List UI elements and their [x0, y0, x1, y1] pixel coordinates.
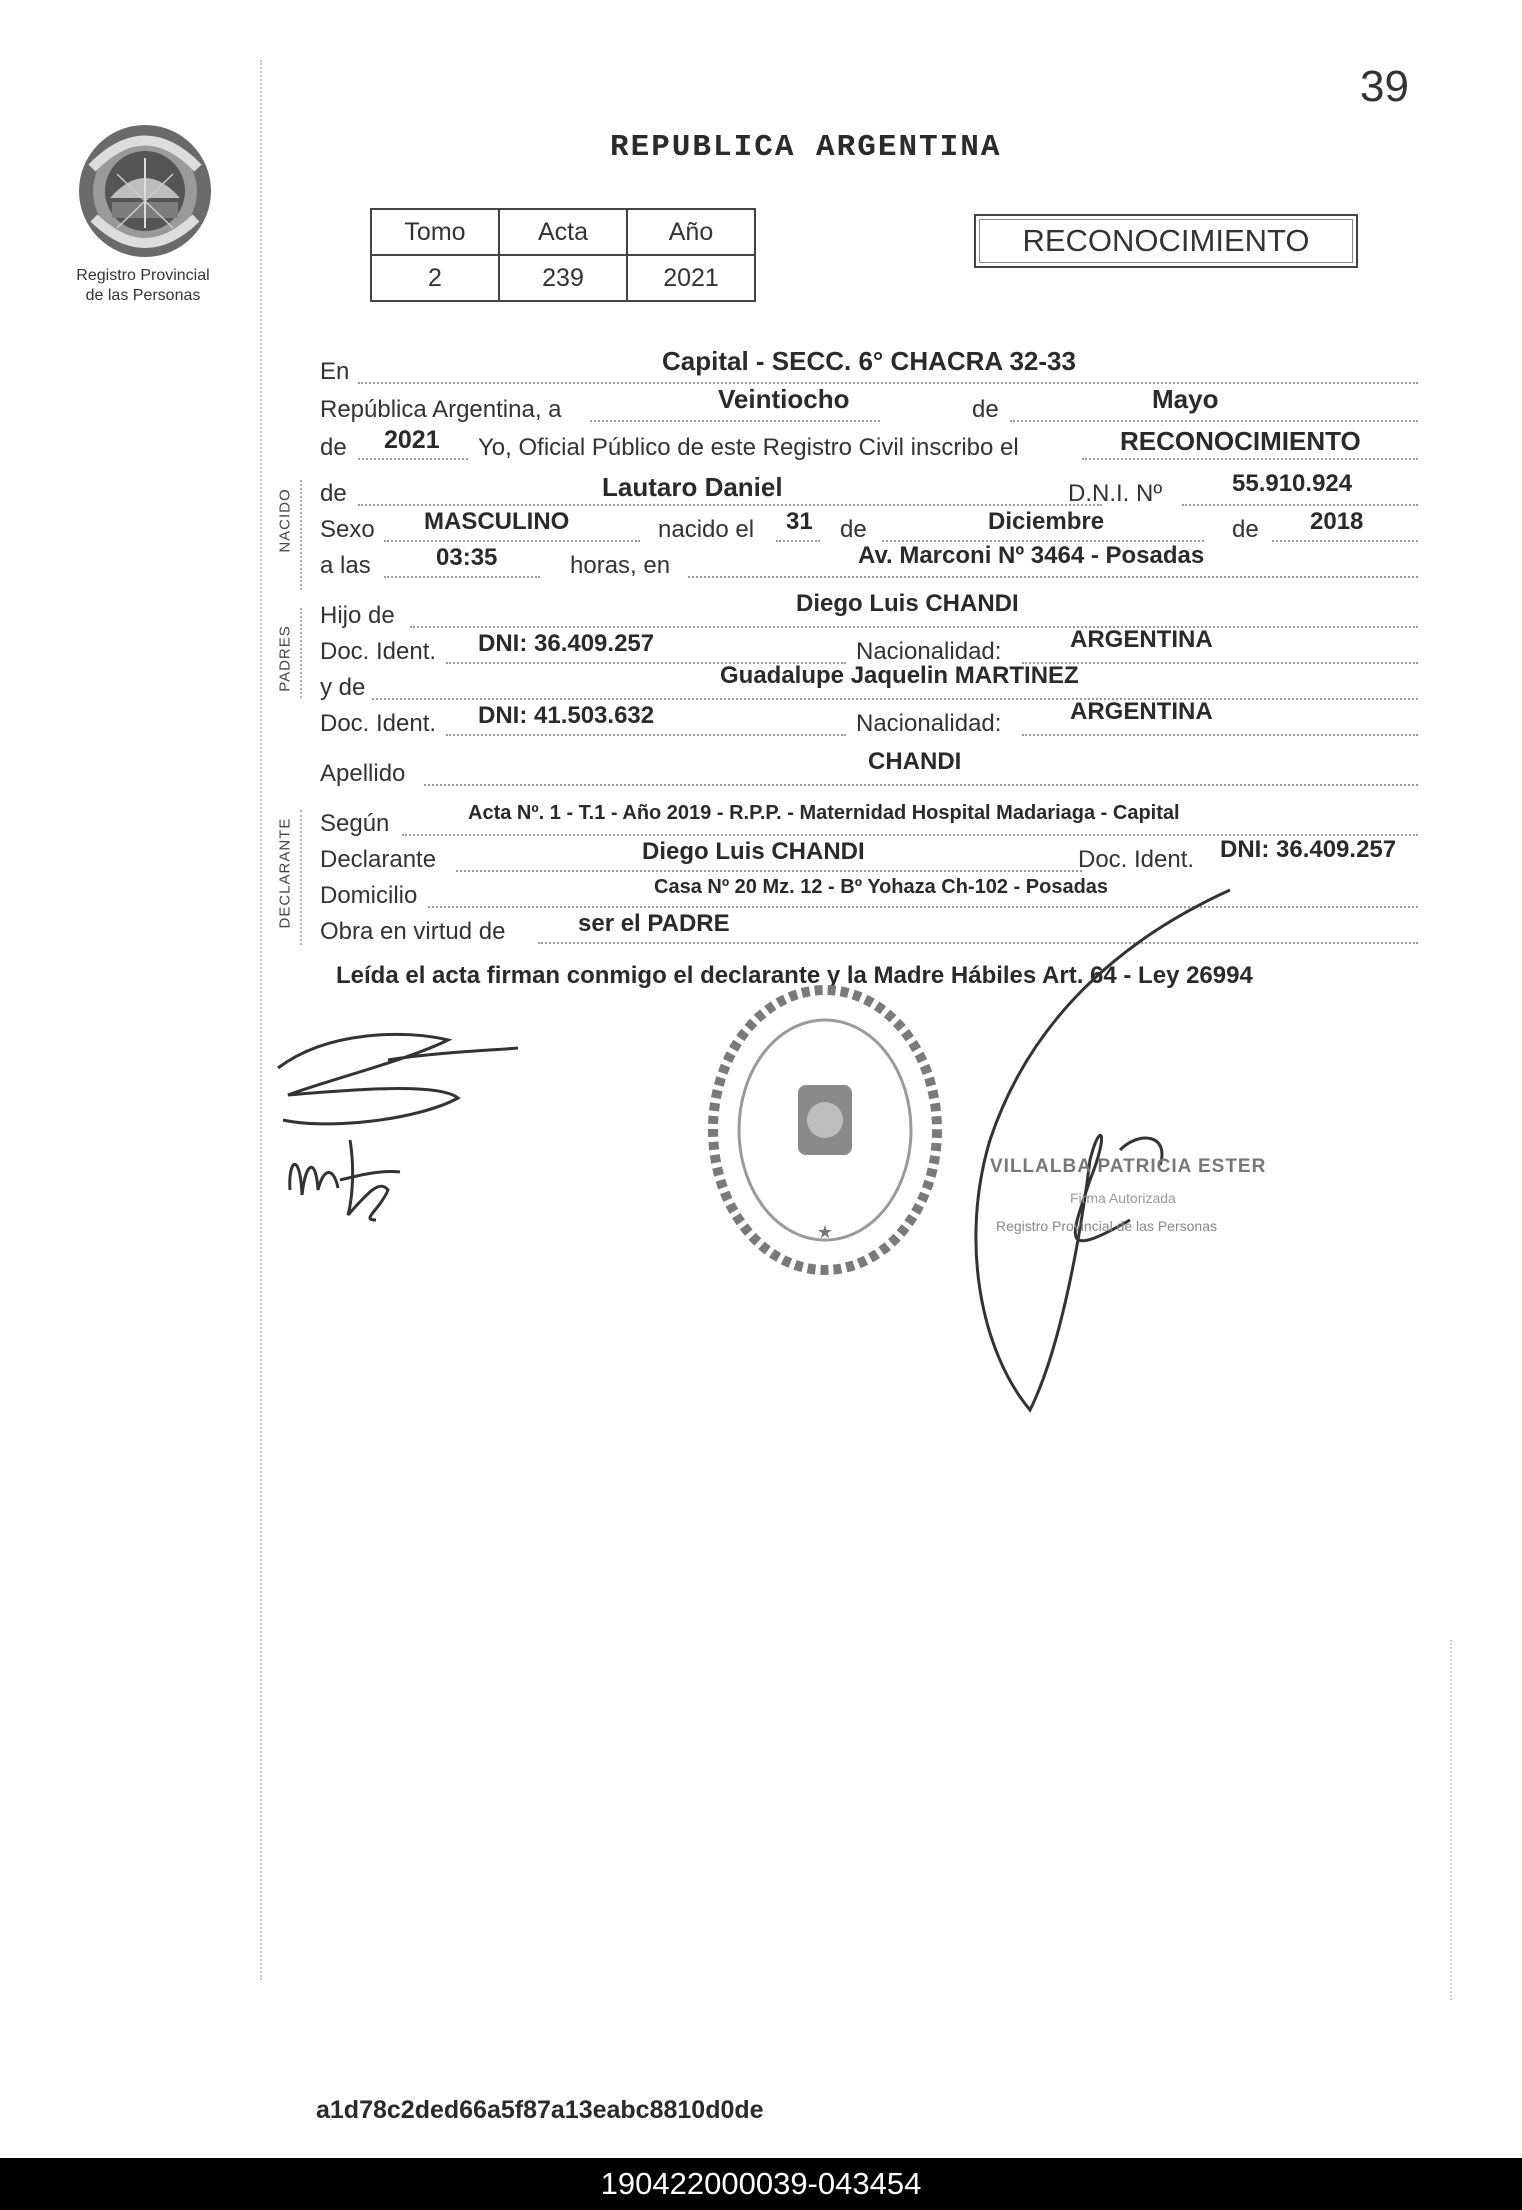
official-signature-icon	[880, 880, 1240, 1420]
label-de-anio: de	[320, 434, 347, 461]
header-anio: Año	[627, 209, 755, 255]
row-declarante	[320, 836, 1420, 880]
value-anio-acta: 2021	[384, 426, 440, 454]
value-padre: Diego Luis CHANDI	[796, 590, 1019, 617]
reference-table	[370, 208, 756, 302]
value-domicilio: Casa Nº 20 Mz. 12 - Bº Yohaza Ch-102 - Posadas	[654, 876, 1109, 898]
document-hash: a1d78c2ded66a5f87a13eabc8810d0de	[316, 2096, 764, 2124]
value-sexo: MASCULINO	[424, 508, 570, 535]
value-declarante: Diego Luis CHANDI	[642, 838, 865, 865]
value-doc-padre: DNI: 36.409.257	[478, 630, 655, 657]
reference-value-row	[371, 255, 755, 301]
value-anio: 2021	[627, 255, 755, 301]
margin-dotted-line	[260, 60, 262, 1980]
value-acta: 239	[499, 255, 627, 301]
label-nacido-el: nacido el	[658, 516, 755, 543]
label-en: En	[320, 358, 350, 385]
section-label-declarante: DECLARANTE	[276, 817, 294, 929]
document-type-box: RECONOCIMIENTO	[974, 214, 1358, 268]
svg-text:★: ★	[816, 1222, 834, 1243]
row-hora	[320, 542, 1420, 586]
label-de-anio-nac: de	[1232, 516, 1259, 543]
value-doc-madre: DNI: 41.503.632	[478, 702, 655, 729]
label-apellido: Apellido	[320, 760, 406, 787]
closing-text: Leída el acta firman conmigo el declarante y la Madre Hábiles Art. 64 - Ley 26994	[336, 962, 1253, 989]
right-margin-dots	[1450, 1640, 1452, 2000]
official-stamp-name: VILLALBA PATRICIA ESTER	[990, 1156, 1267, 1177]
label-segun: Según	[320, 810, 390, 837]
value-dia-nacimiento: 31	[786, 508, 813, 535]
value-apellido: CHANDI	[868, 748, 962, 775]
value-mes-nacimiento: Diciembre	[988, 508, 1105, 535]
row-anio	[320, 426, 1420, 468]
label-domicilio: Domicilio	[320, 882, 418, 909]
label-doc-madre: Doc. Ident.	[320, 710, 437, 737]
header-acta: Acta	[499, 209, 627, 255]
label-doc-declarante: Doc. Ident.	[1078, 846, 1195, 873]
value-anio-nacimiento: 2018	[1310, 508, 1364, 535]
nacido-divider	[300, 480, 302, 590]
declarante-divider	[300, 810, 302, 945]
value-obra: ser el PADRE	[578, 910, 730, 937]
mother-signature-icon	[280, 1120, 410, 1230]
document-title: REPUBLICA ARGENTINA	[610, 130, 1002, 165]
header-tomo: Tomo	[371, 209, 499, 255]
value-mes: Mayo	[1152, 384, 1219, 414]
value-hora: 03:35	[436, 544, 498, 571]
value-lugar-nacimiento: Av. Marconi Nº 3464 - Posadas	[858, 542, 1205, 569]
row-obra	[320, 910, 1420, 952]
seal-caption: Registro Provincial de las Personas	[76, 267, 210, 304]
label-horas-en: horas, en	[570, 552, 671, 579]
row-domicilio	[320, 876, 1420, 916]
label-a-las: a las	[320, 552, 371, 579]
label-declarante: Declarante	[320, 846, 437, 873]
value-en: Capital - SECC. 6° CHACRA 32-33	[662, 346, 1076, 376]
label-obra: Obra en virtud de	[320, 918, 506, 945]
row-apellido	[320, 748, 1420, 794]
section-label-nacido: NACIDO	[276, 488, 294, 553]
row-republica	[320, 384, 1420, 430]
value-doc-declarante: DNI: 36.409.257	[1220, 836, 1397, 863]
value-dia: Veintiocho	[718, 384, 850, 414]
section-label-padres: PADRES	[276, 625, 294, 692]
label-de-mes-nac: de	[840, 516, 867, 543]
provincial-seal-icon	[72, 118, 218, 264]
row-doc-madre	[320, 698, 1420, 744]
label-dni: D.N.I. Nº	[1068, 480, 1163, 507]
barcode-number-bar: 190422000039-043454	[0, 2158, 1522, 2210]
label-hijo-de: Hijo de	[320, 602, 395, 629]
official-stamp-role: Firma Autorizada	[1070, 1190, 1176, 1206]
value-nacionalidad-padre: ARGENTINA	[1070, 626, 1213, 653]
value-nombre: Lautaro Daniel	[602, 472, 783, 502]
value-nacionalidad-madre: ARGENTINA	[1070, 698, 1213, 725]
value-tomo: 2	[371, 255, 499, 301]
value-dni: 55.910.924	[1232, 470, 1353, 497]
official-stamp-office: Registro Provincial de las Personas	[996, 1218, 1217, 1234]
value-segun: Acta Nº. 1 - T.1 - Año 2019 - R.P.P. - Maternidad Hospital Madariaga - Capital	[468, 802, 1180, 824]
label-y-de: y de	[320, 674, 366, 701]
page-number: 39	[1360, 62, 1409, 111]
padres-divider	[300, 608, 302, 698]
label-sexo: Sexo	[320, 516, 375, 543]
reference-header-row	[371, 209, 755, 255]
label-de-nombre: de	[320, 480, 347, 507]
value-madre: Guadalupe Jaquelin MARTINEZ	[720, 662, 1079, 689]
label-nacionalidad-madre: Nacionalidad:	[856, 710, 1002, 737]
label-republica: República Argentina, a	[320, 396, 562, 423]
text-oficial: Yo, Oficial Público de este Registro Civil inscribo el	[478, 434, 1019, 461]
label-de-mes: de	[972, 396, 999, 423]
value-tipo-inscripcion: RECONOCIMIENTO	[1120, 426, 1361, 456]
label-nacionalidad-padre: Nacionalidad:	[856, 638, 1002, 665]
row-en	[320, 346, 1420, 392]
label-doc-padre: Doc. Ident.	[320, 638, 437, 665]
